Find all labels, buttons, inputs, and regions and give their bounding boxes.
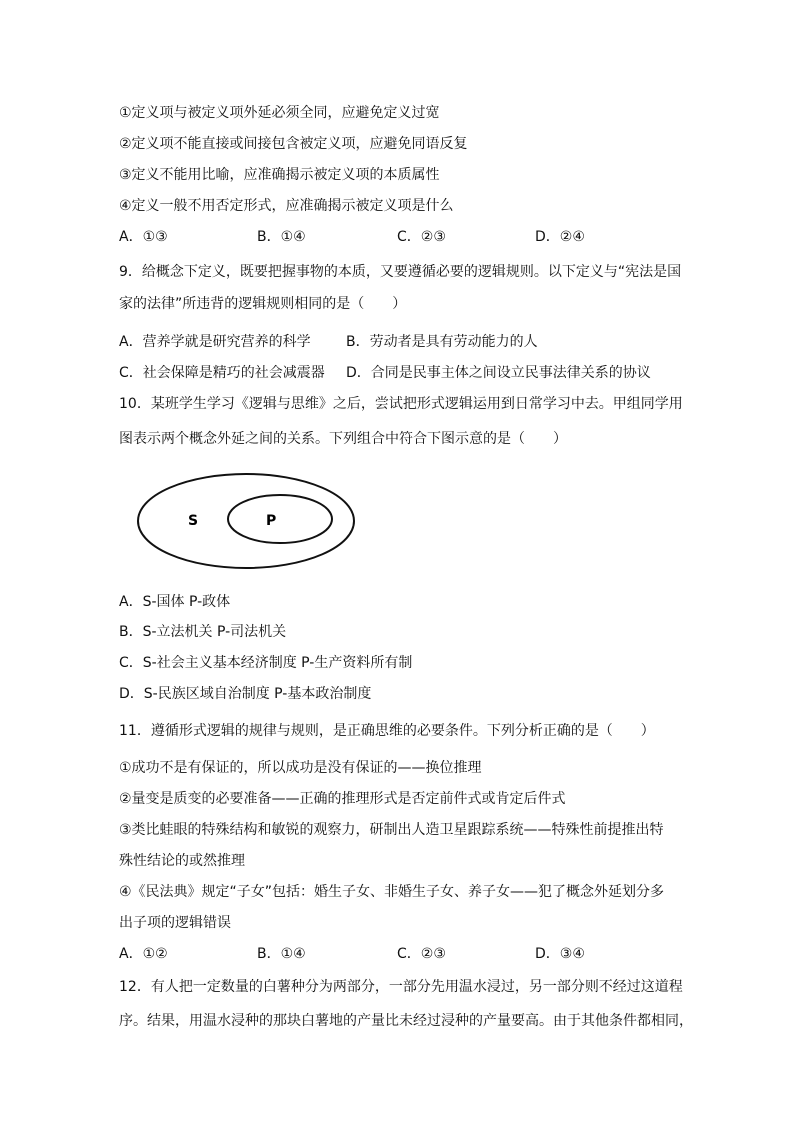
- q10-stem-line-1: 10．某班学生学习《逻辑与思维》之后，尝试把形式逻辑运用到日常学习中去。甲组同学用: [119, 396, 683, 412]
- q11-stem: 11．遵循形式逻辑的规律与规则，是正确思维的必要条件。下列分析正确的是（ ）: [119, 723, 655, 739]
- q8-item-1: ①定义项与被定义项外延必须全同，应避免定义过宽: [119, 105, 440, 121]
- q9-option-a: A．营养学就是研究营养的科学: [119, 334, 311, 350]
- inner-label-p: P: [266, 513, 277, 529]
- q9-stem-line-1: 9．给概念下定义，既要把握事物的本质，又要遵循必要的逻辑规则。以下定义与“宪法是国: [119, 264, 682, 280]
- outer-ellipse-s: [138, 474, 354, 568]
- inner-ellipse-p: [228, 495, 332, 543]
- q11-item-1: ①成功不是有保证的，所以成功是没有保证的——换位推理: [119, 760, 482, 776]
- q8-option-d: D．②④: [535, 229, 585, 245]
- q11-item-2: ②量变是质变的必要准备——正确的推理形式是否定前件式或肯定后件式: [119, 791, 566, 807]
- q11-item-3-line-2: 殊性结论的或然推理: [119, 853, 245, 869]
- q11-option-a: A．①②: [119, 946, 168, 962]
- q8-item-2: ②定义项不能直接或间接包含被定义项，应避免同语反复: [119, 136, 468, 152]
- q12-stem-line-2: 序。结果，用温水浸种的那块白薯地的产量比未经过浸种的产量要高。由于其他条件都相同，: [119, 1013, 693, 1029]
- q10-option-d: D．S-民族区域自治制度 P-基本政治制度: [119, 686, 372, 702]
- q10-stem-line-2: 图表示两个概念外延之间的关系。下列组合中符合下图示意的是（ ）: [119, 431, 567, 447]
- q12-stem-line-1: 12．有人把一定数量的白薯种分为两部分，一部分先用温水浸过，另一部分则不经过这道程: [119, 979, 683, 995]
- venn-diagram: [136, 472, 362, 572]
- q8-item-3: ③定义不能用比喻，应准确揭示被定义项的本质属性: [119, 167, 440, 183]
- q9-stem-line-2: 家的法律”所违背的逻辑规则相同的是（ ）: [119, 296, 407, 312]
- q10-option-c: C．S-社会主义基本经济制度 P-生产资料所有制: [119, 655, 413, 671]
- q11-option-d: D．③④: [535, 946, 585, 962]
- outer-label-s: S: [188, 513, 199, 529]
- q8-option-b: B．①④: [257, 229, 306, 245]
- q9-option-c: C．社会保障是精巧的社会减震器: [119, 365, 325, 381]
- q8-item-4: ④定义一般不用否定形式，应准确揭示被定义项是什么: [119, 198, 454, 214]
- q11-option-c: C．②③: [397, 946, 446, 962]
- q10-option-b: B．S-立法机关 P-司法机关: [119, 624, 287, 640]
- q11-item-4-line-1: ④《民法典》规定“子女”包括：婚生子女、非婚生子女、养子女——犯了概念外延划分多: [119, 884, 665, 900]
- q9-option-d: D．合同是民事主体之间设立民事法律关系的协议: [346, 365, 651, 381]
- q11-item-3-line-1: ③类比蛙眼的特殊结构和敏锐的观察力，研制出人造卫星跟踪系统——特殊性前提推出特: [119, 822, 664, 838]
- q11-item-4-line-2: 出子项的逻辑错误: [119, 915, 231, 931]
- q8-option-a: A．①③: [119, 229, 168, 245]
- q10-option-a: A．S-国体 P-政体: [119, 594, 231, 610]
- q8-option-c: C．②③: [397, 229, 446, 245]
- q11-option-b: B．①④: [257, 946, 306, 962]
- q9-option-b: B．劳动者是具有劳动能力的人: [346, 334, 538, 350]
